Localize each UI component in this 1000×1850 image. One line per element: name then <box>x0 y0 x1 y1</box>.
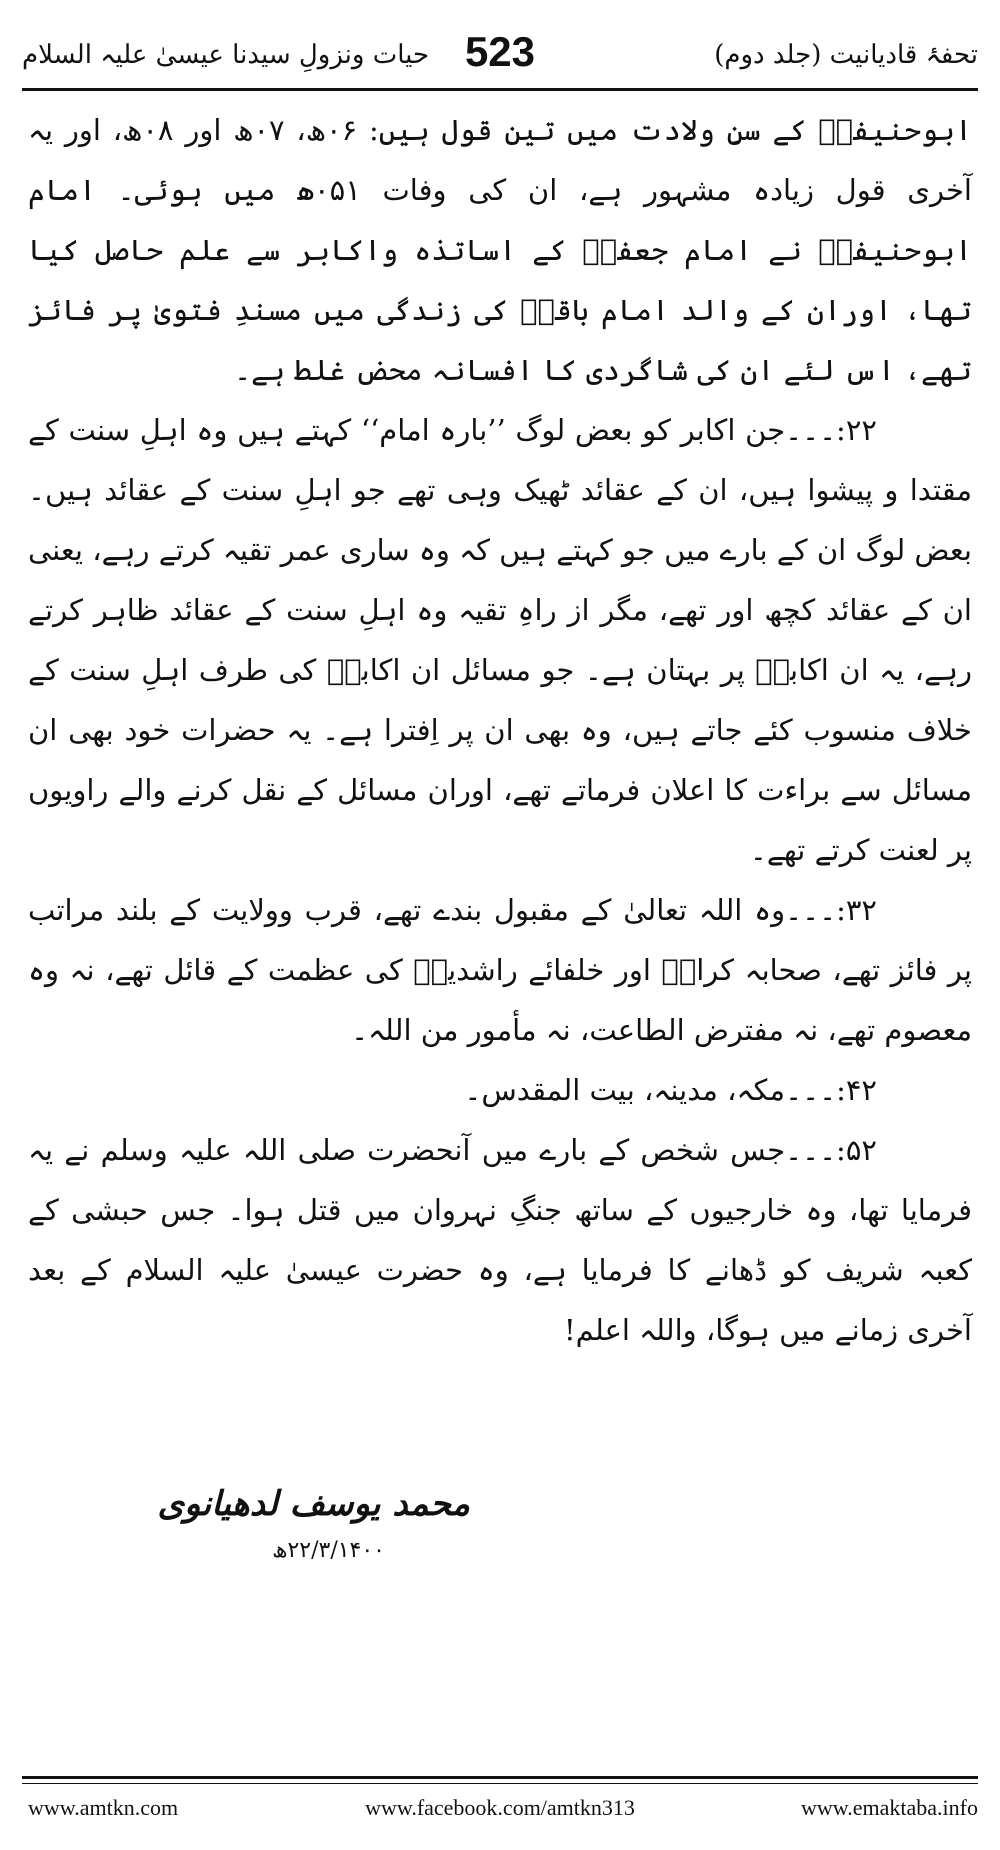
signature-date: ۲۲/۳/۱۴۰۰ھ <box>272 1538 385 1563</box>
footer-divider <box>22 1776 978 1779</box>
book-title: تحفۂ قادیانیت (جلد دوم) <box>714 40 978 70</box>
chapter-title: حیات ونزولِ سیدنا عیسیٰ علیہ السلام <box>22 40 430 70</box>
paragraph: ابوحنیفہؒ کے سنِ ولادت میں تین قول ہیں: ۰۶ھ، ۰۷ھ اور ۰۸ھ، اور یہ آخری قول زیادہ مشہور ہے، ان کی وفات ۰۵۱ھ میں ہوئی۔ امام ابوحنیفہؒ نے امام جعفرؒ کے اساتذہ واکابر سے علم حاصل کیا تھا، اوران کے والد امام باقرؒ کی زندگی میں مسندِ فتویٰ پر فائز تھے، اس لئے ان کی شاگردی کا افسانہ محض غلط ہے۔ <box>28 113 972 387</box>
footer-divider-thin <box>22 1783 978 1784</box>
paragraph: ۲۲:۔۔۔جن اکابر کو بعض لوگ ’’بارہ امام‘‘ کہتے ہیں وہ اہلِ سنت کے مقتدا و پیشوا ہیں، ان کے عقائد ٹھیک وہی تھے جو اہلِ سنت کے عقائد ہیں۔ بعض لوگ ان کے بارے میں جو کہتے ہیں کہ وہ ساری عمر تقیہ کرتے رہے، یعنی ان کے عقائد کچھ اور تھے، مگر از راہِ تقیہ وہ اہلِ سنت کے عقائد ظاہر کرتے رہے، یہ ان اکابرؒ پر بہتان ہے۔ جو مسائل ان اکابرؒ کی طرف اہلِ سنت کے خلاف منسوب کئے جاتے ہیں، وہ بھی ان پر اِفترا ہے۔ یہ حضرات خود بھی ان مسائل سے براءت کا اعلان فرماتے تھے، اوران مسائل کے نقل کرنے والے راویوں پر لعنت کرتے تھے۔ <box>28 413 972 867</box>
page-footer <box>22 1795 978 1831</box>
header-divider <box>22 88 978 91</box>
paragraph: ۳۲:۔۔۔وہ اللہ تعالیٰ کے مقبول بندے تھے، قرب وولایت کے بلند مراتب پر فائز تھے، صحابہ کرامؓ اور خلفائے راشدینؓ کی عظمت کے قائل تھے، نہ وہ معصوم تھے، نہ مفترض الطاعت، نہ مأمور من اللہ۔ <box>28 893 972 1047</box>
footer-link-amtkn[interactable]: www.amtkn.com <box>28 1795 179 1820</box>
page-header <box>22 28 978 88</box>
body-text <box>28 100 972 1360</box>
footer-link-emaktaba[interactable]: www.emaktaba.info <box>801 1795 978 1820</box>
author-signature: محمد یوسف لدھیانوی <box>157 1484 470 1524</box>
paragraph: ۴۲:۔۔۔مکہ، مدینہ، بیت المقدس۔ <box>464 1073 877 1107</box>
page-number: 523 <box>464 28 536 75</box>
paragraph: ۵۲:۔۔۔جس شخص کے بارے میں آنحضرت صلی اللہ علیہ وسلم نے یہ فرمایا تھا، وہ خارجیوں کے ساتھ جنگِ نہروان میں قتل ہوا۔ جس حبشی کے کعبہ شریف کو ڈھانے کا فرمایا ہے، وہ حضرت عیسیٰ علیہ السلام کے بعد آخری زمانے میں ہوگا، واللہ اعلم! <box>28 1133 972 1347</box>
footer-link-facebook[interactable]: www.facebook.com/amtkn313 <box>365 1795 635 1820</box>
